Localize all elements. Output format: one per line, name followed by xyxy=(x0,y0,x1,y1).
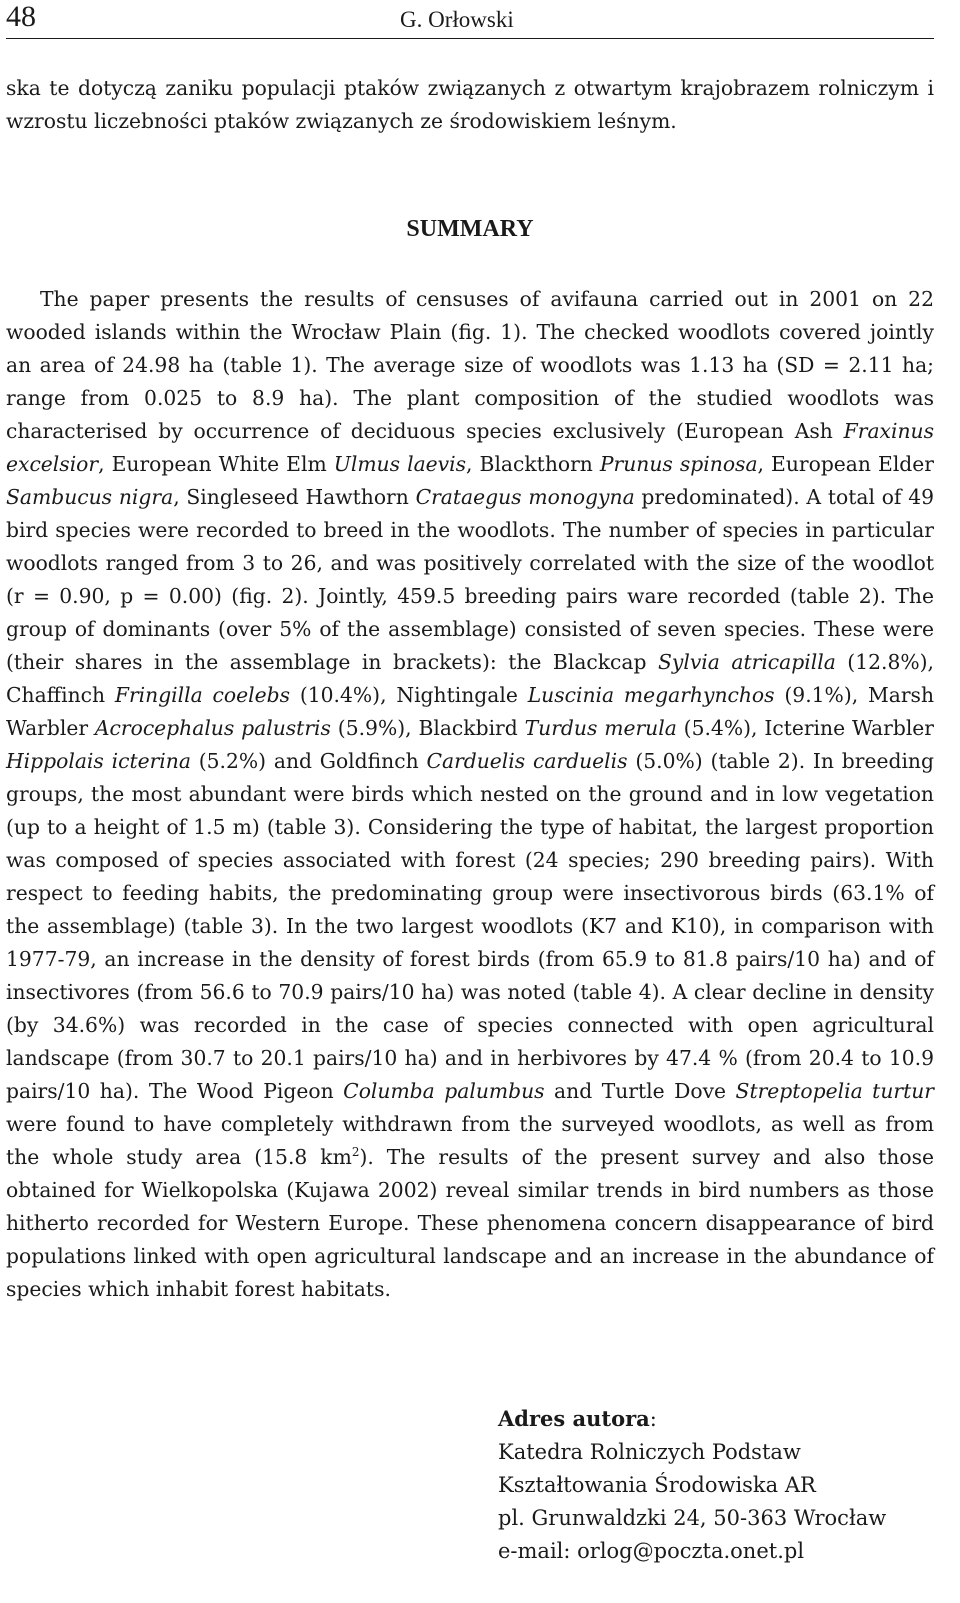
summary-text: ). The results of the present survey and also those obtained for Wielkopolska (Kujawa 2002) reveal similar trends in bird numbers as those hitherto recorded for Western Europe. These phenomena concern disappearance of bird populations linked with open agricultural landscape and an increase in the abundance of species which inhabit forest habitats. xyxy=(6,1145,934,1301)
summary-text: (9.1%), Marsh Warbler xyxy=(6,683,935,740)
summary-text: (12.8%), Chaffinch xyxy=(6,650,934,707)
summary-text: (10.4%), Nightingale xyxy=(290,683,528,707)
address-line: Katedra Rolniczych Podstaw xyxy=(498,1440,801,1464)
page-header xyxy=(6,0,934,39)
species-latin-name: Luscinia megarhynchos xyxy=(527,683,775,707)
species-latin-name: Hippolais icterina xyxy=(6,749,191,773)
species-latin-name: Columba palumbus xyxy=(343,1079,545,1103)
summary-text: and Turtle Dove xyxy=(544,1079,736,1103)
address-label-suffix: : xyxy=(649,1407,657,1431)
summary-text: (5.2%) and Goldfinch xyxy=(190,749,427,773)
summary-text: The paper presents the results of censuses of avifauna carried out in 2001 on 22 wooded islands within the Wrocław Plain (fig. 1). The checked woodlots covered jointly an area of 24.98 ha (table 1). The average size of woodlots was 1.13 ha (SD = 2.11 ha; range from 0.025 to 8.9 ha). The plant composition of the studied woodlots was characterised by occurrence of deciduous species exclusively (European Ash xyxy=(6,287,934,443)
author-address xyxy=(498,1402,934,1568)
summary-text: were found to have completely withdrawn from the surveyed woodlots, as well as from the whole study area (15.8 km xyxy=(6,1112,934,1169)
superscript: 2 xyxy=(351,1145,360,1160)
species-latin-name: Fraxinus excelsior xyxy=(6,419,934,476)
summary-paragraph xyxy=(6,283,934,1306)
species-latin-name: Sambucus nigra xyxy=(6,485,174,509)
summary-text: , Blackthorn xyxy=(466,452,600,476)
species-latin-name: Crataegus monogyna xyxy=(415,485,635,509)
species-latin-name: Streptopelia turtur xyxy=(735,1079,934,1103)
species-latin-name: Acrocephalus palustris xyxy=(94,716,331,740)
summary-text: , European White Elm xyxy=(98,452,334,476)
species-latin-name: Prunus spinosa xyxy=(599,452,758,476)
summary-text: (5.9%), Blackbird xyxy=(330,716,525,740)
address-line: pl. Grunwaldzki 24, 50-363 Wrocław xyxy=(498,1506,887,1530)
address-label: Adres autora xyxy=(498,1406,650,1431)
summary-text: , Singleseed Hawthorn xyxy=(173,485,416,509)
email-text: e-mail: orlog@poczta.onet.pl xyxy=(498,1539,805,1563)
species-latin-name: Fringilla coelebs xyxy=(114,683,290,707)
summary-title: SUMMARY xyxy=(406,216,534,242)
summary-text: (5.0%) (table 2). In breeding groups, the most abundant were birds which nested on the ground and in low vegetation (up to a height of 1.5 m) (table 3). Considering the type of habitat, the largest proportion was composed of species associated with forest (24 species; 290 breeding pairs). With respect to feeding habits, the predominating group were insectivorous birds (63.1% of the assemblage) (table 3). In the two largest woodlots (K7 and K10), in comparison with 1977-79, an increase in the density of forest birds (from 65.9 to 81.8 pairs/10 ha) and of insectivores (from 56.6 to 70.9 pairs/10 ha) was noted (table 4). A clear decline in density (by 34.6%) was recorded in the case of species connected with open agricultural landscape (from 30.7 to 20.1 pairs/10 ha) and in herbivores by 47.4 % (from 20.4 to 10.9 pairs/10 ha). The Wood Pigeon xyxy=(6,749,934,1103)
address-line: Kształtowania Środowiska AR xyxy=(498,1473,816,1497)
species-latin-name: Ulmus laevis xyxy=(333,452,467,476)
address-heading xyxy=(498,1402,934,1436)
summary-text: , European Elder xyxy=(757,452,934,476)
page-number: 48 xyxy=(6,0,36,33)
species-latin-name: Turdus merula xyxy=(524,716,677,740)
species-latin-name: Carduelis carduelis xyxy=(426,749,628,773)
summary-text: predominated). A total of 49 bird species were recorded to breed in the woodlots. The number of species in particular woodlots ranged from 3 to 26, and was positively correlated with the size of the woodlot (r = 0.90, p = 0.00) (fig. 2). Jointly, 459.5 breeding pairs ware recorded (table 2). The group of dominants (over 5% of the assemblage) consisted of seven species. These were (their shares in the assemblage in brackets): the Blackcap xyxy=(6,485,934,674)
summary-text: (5.4%), Icterine Warbler xyxy=(676,716,934,740)
species-latin-name: Sylvia atricapilla xyxy=(658,650,836,674)
running-head: G. Orłowski xyxy=(400,7,514,32)
previous-paragraph-tail: ska te dotyczą zaniku populacji ptaków związanych z otwartym krajobrazem rolniczym i wzrostu liczebności ptaków związanych ze środowiskiem leśnym. xyxy=(6,76,934,133)
